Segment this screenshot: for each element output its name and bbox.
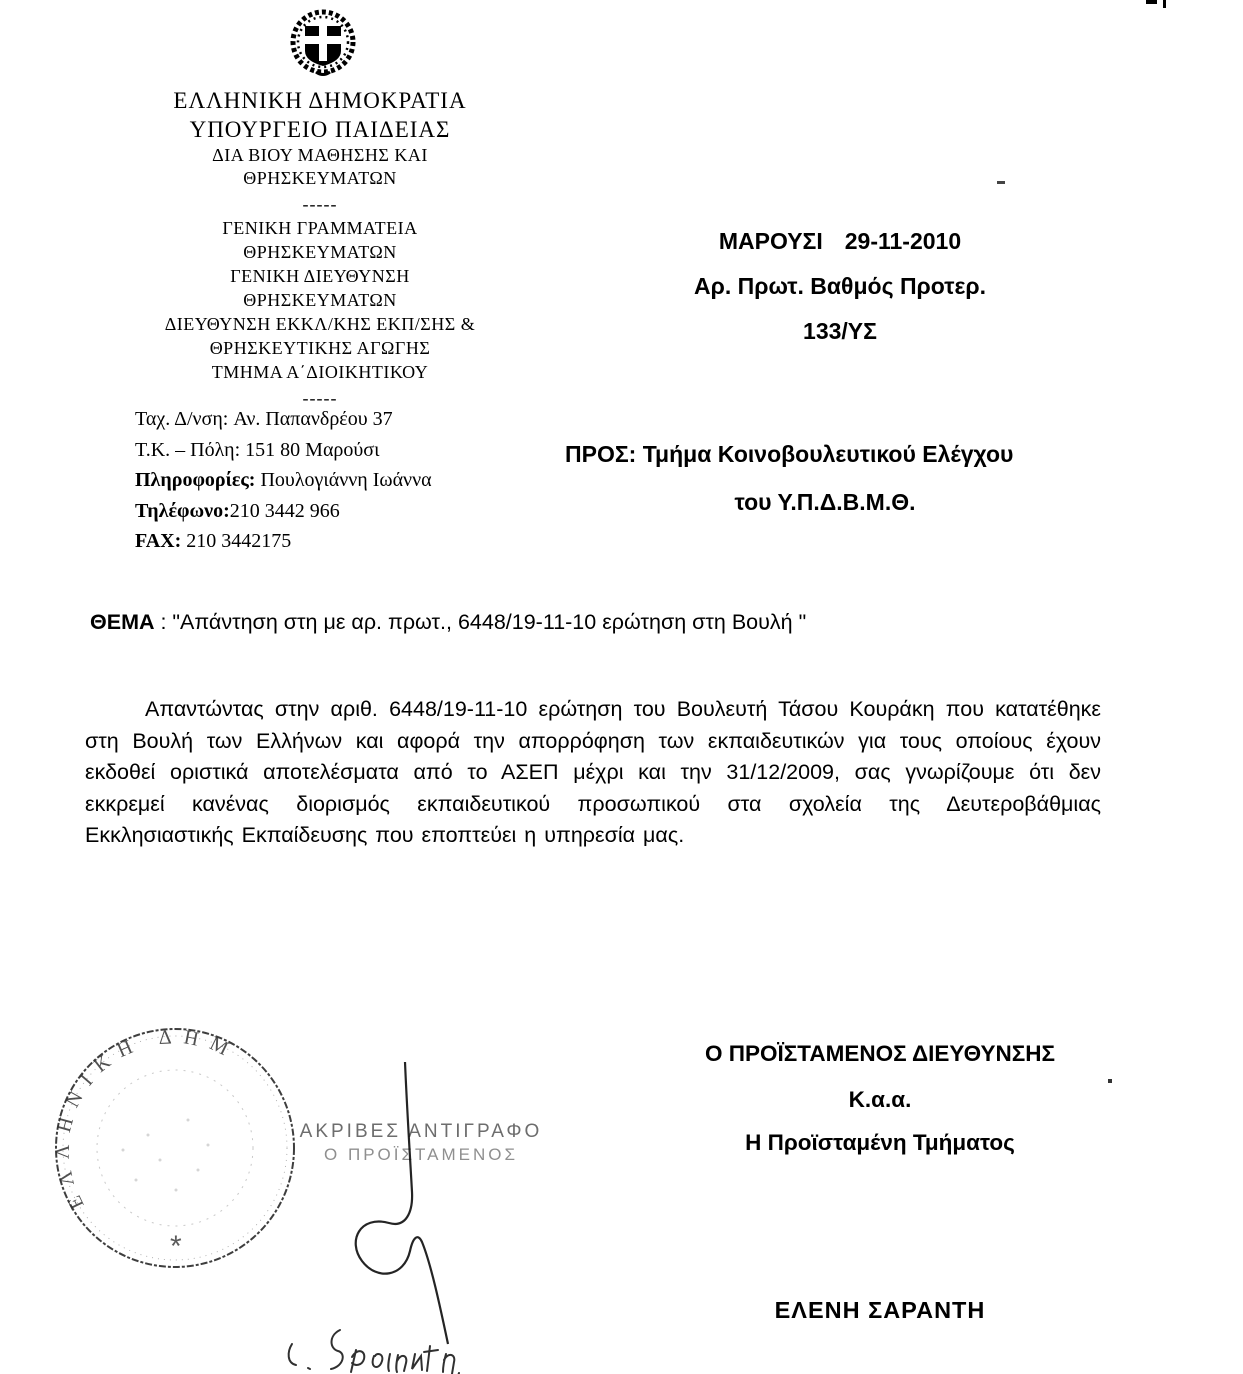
contact-info-line: Πληροφορίες: Πουλογιάννη Ιωάννα xyxy=(135,469,432,491)
recipient-line2: του Υ.Π.Δ.Β.Μ.Θ. xyxy=(734,489,916,515)
svg-text:ΕΛΛΗΝΙΚΗ ΔΗΜ xyxy=(52,1026,242,1212)
scan-artifact xyxy=(1163,0,1166,8)
body-paragraph: Απαντώντας στην αριθ. 6448/19-11-10 ερώτηση του Βουλευτή Τάσου Κουράκη που κατατέθηκε στη Βουλή των Ελλήνων και αφορά την απορρόφηση των εκπαιδευτικών για τους οποίους έχουν εκδοθεί οριστικά αποτελέσματα από το ΑΣΕΠ μέχρι και την 31/12/2009, σας γνωρίζουμε ότι δεν εκκρεμεί κανένας διορισμός εκπαιδευτικού προσωπικού στα σχολεία της Δευτεροβάθμιας Εκκλησιαστικής Εκπαίδευσης που εποπτεύει η υπηρεσία μας. xyxy=(85,697,1101,848)
divider-dashes: ----- xyxy=(302,194,338,214)
department-line: ΓΕΝΙΚΗ ΔΙΕΥΘΥΝΣΗ xyxy=(230,266,410,286)
contact-phone-line: Τηλέφωνο:210 3442 966 xyxy=(135,499,340,522)
letterhead-ministry-line3: ΘΡΗΣΚΕΥΜΑΤΩΝ xyxy=(243,168,397,188)
certified-copy-text: ΑΚΡΙΒΕΣ ΑΝΤΙΓΡΑΦΟ xyxy=(299,1121,543,1142)
protocol-line: Αρ. Πρωτ. Βαθμός Προτερ. xyxy=(694,273,986,299)
closing-deputy-title: Η Προϊσταμένη Τμήματος xyxy=(745,1130,1015,1155)
scan-artifact xyxy=(1146,0,1157,4)
letterhead-ministry: ΥΠΟΥΡΓΕΙΟ ΠΑΙΔΕΙΑΣ xyxy=(189,117,451,142)
subject-label: ΘΕΜΑ xyxy=(90,610,155,634)
place-date-line xyxy=(585,228,1095,254)
contact-city-line: Τ.Κ. – Πόλη: 151 80 Μαρούσι xyxy=(135,438,380,461)
round-official-stamp xyxy=(48,1020,304,1274)
department-line: ΤΜΗΜΑ Α΄ΔΙΟΙΚΗΤΙΚΟΥ xyxy=(211,362,429,382)
subject-text: : "Απάντηση στη με αρ. πρωτ., 6448/19-11-10 ερώτηση στη Βουλή " xyxy=(154,610,807,634)
signer-name: ΕΛΕΝΗ ΣΑΡΑΝΤΗ xyxy=(774,1297,986,1323)
date: 29-11-2010 xyxy=(844,228,962,254)
closing-block xyxy=(650,1042,1110,1155)
contact-address-line: Ταχ. Δ/νση: Αν. Παπανδρέου 37 xyxy=(135,408,393,430)
scan-artifact xyxy=(1108,1079,1112,1083)
handwritten-signature-stroke xyxy=(330,1040,500,1360)
greek-state-emblem-icon xyxy=(288,6,358,80)
handwritten-signature-name xyxy=(278,1316,508,1374)
closing-kaa: Κ.α.α. xyxy=(848,1087,912,1112)
recipient-line1: ΠΡΟΣ: Τμήμα Κοινοβουλευτικού Ελέγχου xyxy=(565,441,1014,467)
department-line: ΘΡΗΣΚΕΥΜΑΤΩΝ xyxy=(243,290,397,310)
stamp-rim-text: ΕΛΛΗΝΙΚΗ ΔΗΜ xyxy=(51,1026,242,1213)
recipient-block xyxy=(565,441,1085,515)
protocol-number: 133/ΥΣ xyxy=(803,318,877,344)
contact-block xyxy=(135,404,605,557)
subject-line xyxy=(90,610,1190,635)
letterhead xyxy=(60,86,580,410)
department-line: ΘΡΗΣΚΕΥΤΙΚΗΣ ΑΓΩΓΗΣ xyxy=(209,338,431,358)
reference-block xyxy=(585,228,1095,363)
department-line: ΓΕΝΙΚΗ ΓΡΑΜΜΑΤΕΙΑ xyxy=(222,218,418,238)
stamp-faint-marks xyxy=(122,1119,210,1192)
department-line: ΘΡΗΣΚΕΥΜΑΤΩΝ xyxy=(243,242,397,262)
letterhead-republic: ΕΛΛΗΝΙΚΗ ΔΗΜΟΚΡΑΤΙΑ xyxy=(173,88,467,113)
divider-dashes: ----- xyxy=(302,388,338,408)
letterhead-ministry-line2: ΔΙΑ ΒΙΟΥ ΜΑΘΗΣΗΣ ΚΑΙ xyxy=(212,145,428,165)
contact-fax-line: FAX: 210 3442175 xyxy=(135,530,292,552)
stamp-star: * xyxy=(170,1230,182,1263)
certifying-officer-text: Ο ΠΡΟΪΣΤΑΜΕΝΟΣ xyxy=(324,1145,518,1164)
scan-artifact xyxy=(997,181,1005,184)
department-line: ΔΙΕΥΘΥΝΣΗ ΕΚΚΛ/ΚΗΣ ΕΚΠ/ΣΗΣ & xyxy=(164,314,476,334)
closing-title: Ο ΠΡΟΪΣΤΑΜΕΝΟΣ ΔΙΕΥΘΥΝΣΗΣ xyxy=(705,1041,1055,1066)
place: ΜΑΡΟΥΣΙ xyxy=(718,228,823,254)
